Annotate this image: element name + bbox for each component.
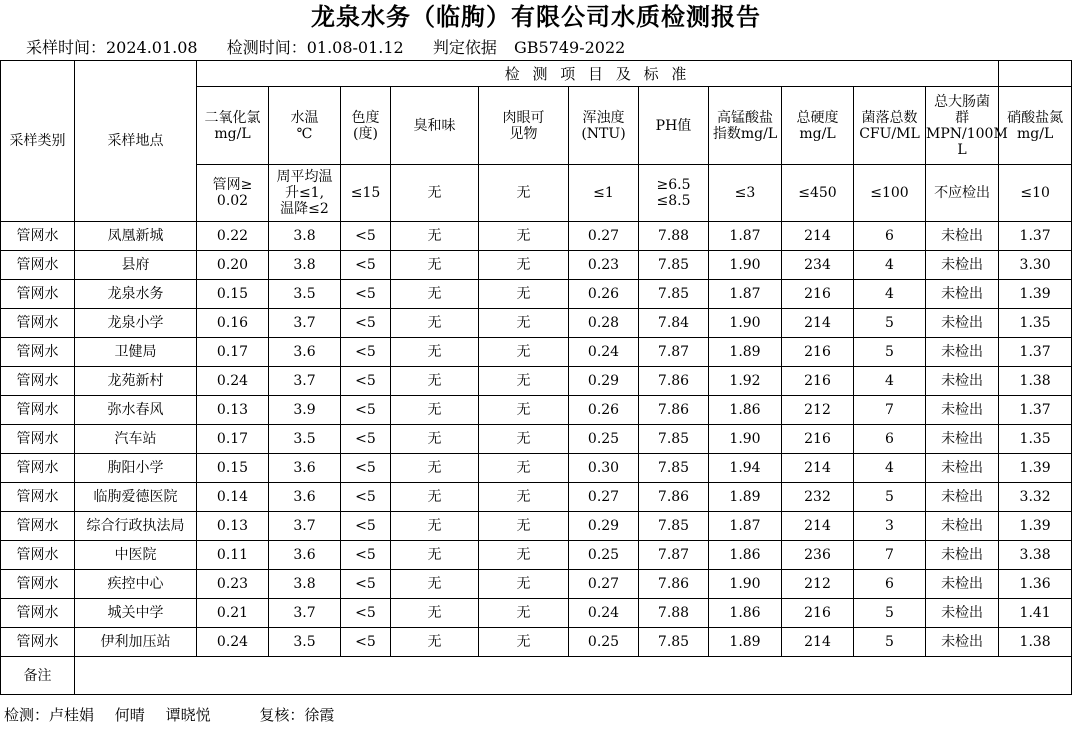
cell-sample-type: 管网水 bbox=[1, 512, 75, 541]
header-item-standard: ≤10 bbox=[999, 165, 1072, 222]
cell-value: 214 bbox=[782, 222, 854, 251]
cell-value: 1.38 bbox=[999, 367, 1072, 396]
cell-value: 4 bbox=[854, 367, 926, 396]
cell-value: 6 bbox=[854, 570, 926, 599]
cell-value: 无 bbox=[391, 628, 479, 657]
cell-value: 212 bbox=[782, 570, 854, 599]
cell-value: 未检出 bbox=[926, 570, 999, 599]
header-item-standard: 不应检出 bbox=[926, 165, 999, 222]
cell-value: 1.39 bbox=[999, 512, 1072, 541]
cell-value: 232 bbox=[782, 483, 854, 512]
cell-value: 未检出 bbox=[926, 367, 999, 396]
cell-value: <5 bbox=[341, 628, 391, 657]
cell-value: 5 bbox=[854, 309, 926, 338]
cell-value: 1.39 bbox=[999, 280, 1072, 309]
cell-value: 未检出 bbox=[926, 338, 999, 367]
reviewer: 复核：徐霞 bbox=[259, 706, 335, 724]
header-item-name: 水温 ℃ bbox=[269, 87, 341, 165]
note-label: 备注 bbox=[1, 657, 75, 695]
cell-value: 214 bbox=[782, 512, 854, 541]
header-item-name: 浑浊度 (NTU) bbox=[569, 87, 639, 165]
cell-value: 无 bbox=[479, 367, 569, 396]
cell-value: 0.16 bbox=[197, 309, 269, 338]
cell-sample-type: 管网水 bbox=[1, 280, 75, 309]
cell-sample-site: 龙泉水务 bbox=[75, 280, 197, 309]
header-item-standard: 管网≥ 0.02 bbox=[197, 165, 269, 222]
cell-value: 无 bbox=[391, 425, 479, 454]
cell-value: 无 bbox=[479, 570, 569, 599]
cell-value: 7.86 bbox=[639, 396, 709, 425]
cell-value: 未检出 bbox=[926, 396, 999, 425]
cell-value: 1.37 bbox=[999, 222, 1072, 251]
cell-value: 6 bbox=[854, 222, 926, 251]
cell-value: 0.13 bbox=[197, 396, 269, 425]
cell-value: 无 bbox=[391, 483, 479, 512]
cell-value: 无 bbox=[391, 396, 479, 425]
cell-value: 1.90 bbox=[709, 425, 782, 454]
cell-value: 无 bbox=[391, 280, 479, 309]
table-row bbox=[1, 512, 1072, 541]
cell-value: 0.27 bbox=[569, 570, 639, 599]
header-item-standard: 无 bbox=[479, 165, 569, 222]
cell-value: 无 bbox=[479, 483, 569, 512]
cell-value: 未检出 bbox=[926, 512, 999, 541]
cell-sample-type: 管网水 bbox=[1, 541, 75, 570]
cell-value: 214 bbox=[782, 454, 854, 483]
cell-sample-site: 疾控中心 bbox=[75, 570, 197, 599]
cell-value: 6 bbox=[854, 425, 926, 454]
cell-value: 无 bbox=[391, 454, 479, 483]
table-row bbox=[1, 483, 1072, 512]
cell-value: 无 bbox=[479, 280, 569, 309]
cell-value: 3.30 bbox=[999, 251, 1072, 280]
cell-value: 1.41 bbox=[999, 599, 1072, 628]
cell-value: 216 bbox=[782, 599, 854, 628]
cell-value: 无 bbox=[391, 222, 479, 251]
cell-value: 0.27 bbox=[569, 222, 639, 251]
cell-sample-site: 凤凰新城 bbox=[75, 222, 197, 251]
cell-value: 3 bbox=[854, 512, 926, 541]
cell-value: 0.30 bbox=[569, 454, 639, 483]
cell-value: 1.35 bbox=[999, 425, 1072, 454]
cell-value: 1.37 bbox=[999, 338, 1072, 367]
cell-value: 0.13 bbox=[197, 512, 269, 541]
header-item-name: 臭和味 bbox=[391, 87, 479, 165]
cell-value: <5 bbox=[341, 251, 391, 280]
cell-value: 3.6 bbox=[269, 483, 341, 512]
table-row bbox=[1, 367, 1072, 396]
table-row bbox=[1, 599, 1072, 628]
cell-value: 无 bbox=[479, 338, 569, 367]
cell-value: 7.87 bbox=[639, 338, 709, 367]
cell-value: 1.35 bbox=[999, 309, 1072, 338]
cell-value: 1.92 bbox=[709, 367, 782, 396]
cell-sample-type: 管网水 bbox=[1, 454, 75, 483]
cell-value: <5 bbox=[341, 512, 391, 541]
cell-value: 0.28 bbox=[569, 309, 639, 338]
cell-value: 0.25 bbox=[569, 628, 639, 657]
cell-value: 7.88 bbox=[639, 599, 709, 628]
cell-value: 5 bbox=[854, 338, 926, 367]
report-table bbox=[0, 60, 1072, 695]
cell-value: 1.38 bbox=[999, 628, 1072, 657]
cell-value: 未检出 bbox=[926, 309, 999, 338]
basis-label: 判定依据 bbox=[432, 38, 497, 57]
cell-value: 1.87 bbox=[709, 222, 782, 251]
cell-value: 0.27 bbox=[569, 483, 639, 512]
cell-value: 0.26 bbox=[569, 280, 639, 309]
cell-value: 无 bbox=[479, 309, 569, 338]
note-row bbox=[1, 657, 1072, 695]
cell-value: 0.22 bbox=[197, 222, 269, 251]
cell-value: 0.26 bbox=[569, 396, 639, 425]
header-item-name: 菌落总数 CFU/ML bbox=[854, 87, 926, 165]
cell-value: <5 bbox=[341, 541, 391, 570]
cell-value: 4 bbox=[854, 280, 926, 309]
cell-value: 3.38 bbox=[999, 541, 1072, 570]
cell-value: 7.85 bbox=[639, 425, 709, 454]
cell-value: 1.94 bbox=[709, 454, 782, 483]
header-item-name: 高锰酸盐 指数mg/L bbox=[709, 87, 782, 165]
sample-time: 采样时间：2024.01.08 bbox=[26, 38, 198, 57]
cell-value: <5 bbox=[341, 483, 391, 512]
header-item-standard: 周平均温 升≤1, 温降≤2 bbox=[269, 165, 341, 222]
report-title: 龙泉水务（临朐）有限公司水质检测报告 bbox=[311, 3, 761, 31]
header-item-name: 硝酸盐氮 mg/L bbox=[999, 87, 1072, 165]
header-item-standard: ≤15 bbox=[341, 165, 391, 222]
table-row bbox=[1, 338, 1072, 367]
cell-value: 0.23 bbox=[197, 570, 269, 599]
header-sample-site: 采样地点 bbox=[75, 61, 197, 222]
cell-value: 216 bbox=[782, 338, 854, 367]
cell-value: 0.25 bbox=[569, 425, 639, 454]
cell-value: 无 bbox=[479, 251, 569, 280]
cell-value: 4 bbox=[854, 251, 926, 280]
cell-value: 0.17 bbox=[197, 338, 269, 367]
cell-value: 3.8 bbox=[269, 222, 341, 251]
cell-value: 7.84 bbox=[639, 309, 709, 338]
cell-value: 3.6 bbox=[269, 541, 341, 570]
report-footer bbox=[4, 703, 350, 727]
cell-value: 0.24 bbox=[197, 367, 269, 396]
header-sample-type: 采样类别 bbox=[1, 61, 75, 222]
cell-value: 1.89 bbox=[709, 483, 782, 512]
cell-sample-site: 龙泉小学 bbox=[75, 309, 197, 338]
report-meta bbox=[26, 36, 649, 60]
cell-sample-type: 管网水 bbox=[1, 425, 75, 454]
cell-value: 3.6 bbox=[269, 454, 341, 483]
cell-sample-type: 管网水 bbox=[1, 367, 75, 396]
cell-value: 1.89 bbox=[709, 338, 782, 367]
cell-value: 未检出 bbox=[926, 628, 999, 657]
cell-value: 0.24 bbox=[569, 599, 639, 628]
cell-value: 0.15 bbox=[197, 454, 269, 483]
cell-value: 3.7 bbox=[269, 512, 341, 541]
cell-sample-type: 管网水 bbox=[1, 309, 75, 338]
cell-value: 0.29 bbox=[569, 367, 639, 396]
cell-sample-site: 弥水春风 bbox=[75, 396, 197, 425]
cell-value: <5 bbox=[341, 454, 391, 483]
cell-value: 无 bbox=[479, 512, 569, 541]
cell-sample-site: 综合行政执法局 bbox=[75, 512, 197, 541]
cell-value: 3.7 bbox=[269, 309, 341, 338]
cell-value: 3.9 bbox=[269, 396, 341, 425]
cell-value: 0.29 bbox=[569, 512, 639, 541]
cell-sample-site: 卫健局 bbox=[75, 338, 197, 367]
cell-value: 5 bbox=[854, 483, 926, 512]
cell-value: <5 bbox=[341, 222, 391, 251]
table-row bbox=[1, 628, 1072, 657]
cell-value: 3.5 bbox=[269, 280, 341, 309]
cell-value: 1.87 bbox=[709, 512, 782, 541]
cell-value: 无 bbox=[479, 628, 569, 657]
cell-value: 5 bbox=[854, 628, 926, 657]
cell-value: 无 bbox=[391, 570, 479, 599]
cell-sample-site: 城关中学 bbox=[75, 599, 197, 628]
cell-value: 0.24 bbox=[569, 338, 639, 367]
note-content bbox=[75, 657, 1072, 695]
cell-value: 3.8 bbox=[269, 570, 341, 599]
cell-value: 0.23 bbox=[569, 251, 639, 280]
header-item-standard: ≤100 bbox=[854, 165, 926, 222]
cell-value: <5 bbox=[341, 599, 391, 628]
cell-value: 无 bbox=[391, 251, 479, 280]
cell-value: 1.89 bbox=[709, 628, 782, 657]
cell-value: 7.86 bbox=[639, 570, 709, 599]
tester-2: 何晴 bbox=[114, 706, 145, 724]
cell-sample-site: 朐阳小学 bbox=[75, 454, 197, 483]
cell-value: <5 bbox=[341, 425, 391, 454]
cell-value: 5 bbox=[854, 599, 926, 628]
header-group-blank bbox=[999, 61, 1072, 87]
cell-value: 0.25 bbox=[569, 541, 639, 570]
cell-value: 216 bbox=[782, 425, 854, 454]
header-item-name: 二氧化氯 mg/L bbox=[197, 87, 269, 165]
cell-value: 1.87 bbox=[709, 280, 782, 309]
cell-value: 1.86 bbox=[709, 541, 782, 570]
cell-value: 7.87 bbox=[639, 541, 709, 570]
table-row bbox=[1, 570, 1072, 599]
cell-value: 无 bbox=[391, 541, 479, 570]
cell-value: <5 bbox=[341, 338, 391, 367]
cell-sample-type: 管网水 bbox=[1, 483, 75, 512]
cell-value: 无 bbox=[479, 599, 569, 628]
cell-value: 3.5 bbox=[269, 628, 341, 657]
cell-sample-site: 中医院 bbox=[75, 541, 197, 570]
header-item-standard: ≤3 bbox=[709, 165, 782, 222]
cell-sample-type: 管网水 bbox=[1, 599, 75, 628]
test-time: 检测时间：01.08-01.12 bbox=[226, 38, 404, 57]
tester-1: 检测：卢桂娟 bbox=[4, 706, 95, 724]
cell-value: 未检出 bbox=[926, 483, 999, 512]
cell-sample-type: 管网水 bbox=[1, 396, 75, 425]
cell-sample-type: 管网水 bbox=[1, 338, 75, 367]
cell-value: 216 bbox=[782, 367, 854, 396]
cell-value: 212 bbox=[782, 396, 854, 425]
cell-sample-type: 管网水 bbox=[1, 570, 75, 599]
cell-value: 未检出 bbox=[926, 222, 999, 251]
cell-value: 无 bbox=[391, 338, 479, 367]
header-group-title: 检 测 项 目 及 标 准 bbox=[197, 61, 999, 87]
cell-value: 0.14 bbox=[197, 483, 269, 512]
cell-value: 1.37 bbox=[999, 396, 1072, 425]
cell-value: <5 bbox=[341, 570, 391, 599]
cell-value: 3.6 bbox=[269, 338, 341, 367]
cell-value: 无 bbox=[391, 367, 479, 396]
table-row bbox=[1, 222, 1072, 251]
cell-value: 4 bbox=[854, 454, 926, 483]
cell-value: 1.86 bbox=[709, 396, 782, 425]
cell-value: 无 bbox=[391, 309, 479, 338]
header-item-name: 色度 (度) bbox=[341, 87, 391, 165]
cell-value: 0.11 bbox=[197, 541, 269, 570]
cell-value: 未检出 bbox=[926, 599, 999, 628]
cell-value: 236 bbox=[782, 541, 854, 570]
cell-value: 3.7 bbox=[269, 367, 341, 396]
header-item-name: PH值 bbox=[639, 87, 709, 165]
cell-value: 7.85 bbox=[639, 454, 709, 483]
cell-value: 1.90 bbox=[709, 570, 782, 599]
cell-value: 无 bbox=[479, 222, 569, 251]
table-row bbox=[1, 396, 1072, 425]
cell-value: 无 bbox=[479, 454, 569, 483]
cell-value: <5 bbox=[341, 280, 391, 309]
header-item-standard: 无 bbox=[391, 165, 479, 222]
cell-sample-site: 伊利加压站 bbox=[75, 628, 197, 657]
cell-value: 3.32 bbox=[999, 483, 1072, 512]
table-row bbox=[1, 251, 1072, 280]
header-item-standard: ≤1 bbox=[569, 165, 639, 222]
header-item-name: 肉眼可 见物 bbox=[479, 87, 569, 165]
cell-value: 未检出 bbox=[926, 425, 999, 454]
cell-sample-site: 汽车站 bbox=[75, 425, 197, 454]
cell-value: 未检出 bbox=[926, 541, 999, 570]
cell-value: 无 bbox=[479, 425, 569, 454]
cell-sample-site: 龙苑新村 bbox=[75, 367, 197, 396]
cell-value: 234 bbox=[782, 251, 854, 280]
cell-sample-type: 管网水 bbox=[1, 222, 75, 251]
cell-value: 3.7 bbox=[269, 599, 341, 628]
cell-value: <5 bbox=[341, 309, 391, 338]
cell-value: 0.15 bbox=[197, 280, 269, 309]
cell-value: 1.90 bbox=[709, 251, 782, 280]
cell-value: 7.86 bbox=[639, 483, 709, 512]
cell-value: 7.85 bbox=[639, 628, 709, 657]
cell-value: 未检出 bbox=[926, 280, 999, 309]
cell-value: 7.85 bbox=[639, 251, 709, 280]
cell-value: 7.85 bbox=[639, 512, 709, 541]
cell-value: 0.24 bbox=[197, 628, 269, 657]
cell-value: 1.90 bbox=[709, 309, 782, 338]
cell-sample-site: 县府 bbox=[75, 251, 197, 280]
cell-value: 0.17 bbox=[197, 425, 269, 454]
table-row bbox=[1, 454, 1072, 483]
cell-value: 0.21 bbox=[197, 599, 269, 628]
header-item-name: 总硬度 mg/L bbox=[782, 87, 854, 165]
table-row bbox=[1, 425, 1072, 454]
cell-sample-site: 临朐爱德医院 bbox=[75, 483, 197, 512]
cell-value: 7 bbox=[854, 541, 926, 570]
cell-value: 7.88 bbox=[639, 222, 709, 251]
tester-3: 谭晓悦 bbox=[165, 706, 211, 724]
header-item-standard: ≤450 bbox=[782, 165, 854, 222]
header-item-standard: ≥6.5 ≤8.5 bbox=[639, 165, 709, 222]
cell-value: 214 bbox=[782, 309, 854, 338]
cell-value: 未检出 bbox=[926, 251, 999, 280]
cell-value: <5 bbox=[341, 367, 391, 396]
cell-value: 无 bbox=[391, 512, 479, 541]
cell-value: 7.86 bbox=[639, 367, 709, 396]
cell-sample-type: 管网水 bbox=[1, 251, 75, 280]
cell-value: 216 bbox=[782, 280, 854, 309]
cell-value: 7 bbox=[854, 396, 926, 425]
cell-value: 1.86 bbox=[709, 599, 782, 628]
cell-value: 无 bbox=[479, 541, 569, 570]
cell-value: 1.36 bbox=[999, 570, 1072, 599]
header-item-name: 总大肠菌 群 MPN/100M L bbox=[926, 87, 999, 165]
table-row bbox=[1, 280, 1072, 309]
cell-value: 无 bbox=[479, 396, 569, 425]
cell-value: 214 bbox=[782, 628, 854, 657]
cell-value: 7.85 bbox=[639, 280, 709, 309]
cell-sample-type: 管网水 bbox=[1, 628, 75, 657]
basis-value: GB5749-2022 bbox=[513, 38, 626, 57]
cell-value: 0.20 bbox=[197, 251, 269, 280]
cell-value: 无 bbox=[391, 599, 479, 628]
cell-value: 3.5 bbox=[269, 425, 341, 454]
table-row bbox=[1, 309, 1072, 338]
table-row bbox=[1, 541, 1072, 570]
cell-value: 未检出 bbox=[926, 454, 999, 483]
cell-value: 1.39 bbox=[999, 454, 1072, 483]
cell-value: <5 bbox=[341, 396, 391, 425]
cell-value: 3.8 bbox=[269, 251, 341, 280]
